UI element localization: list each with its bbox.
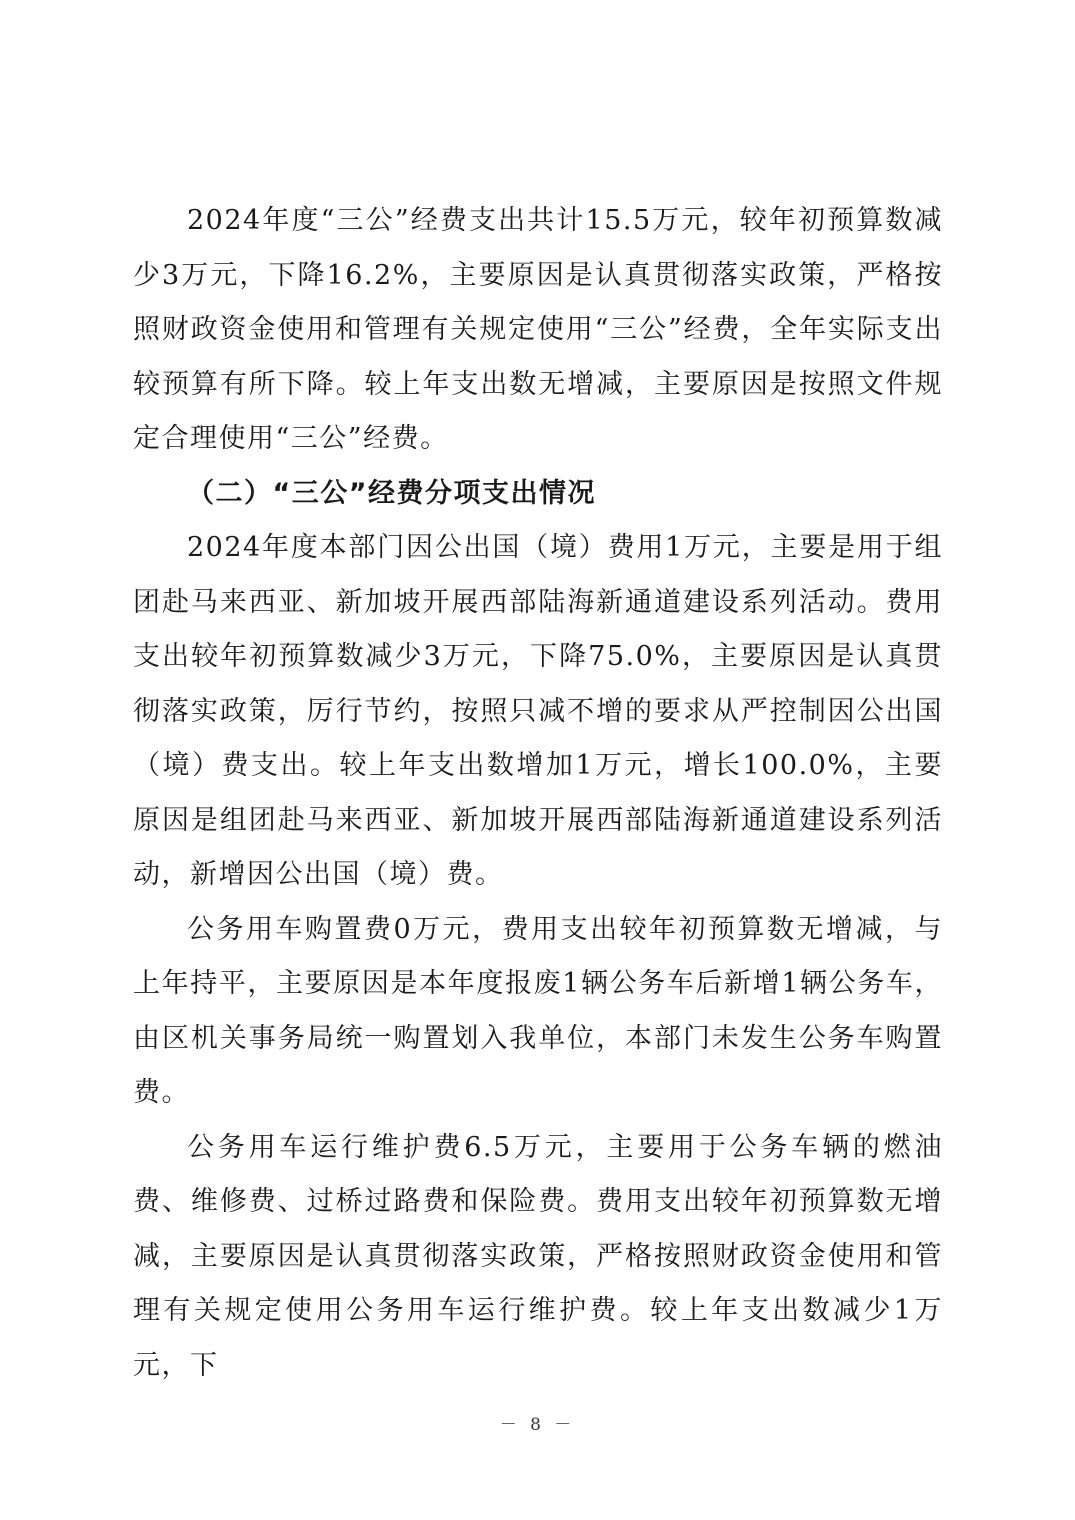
paragraph-total-expenditure: 2024年度“三公”经费支出共计15.5万元，较年初预算数减少3万元，下降16.2%，主要原因是认真贯彻落实政策，严格按照财政资金使用和管理有关规定使用“三公”经费，全年实际支出较预算有所下降。较上年支出数无增减，主要原因是按照文件规定合理使用“三公”经费。 <box>133 205 943 454</box>
paragraph-vehicle-maintenance: 公务用车运行维护费6.5万元，主要用于公务车辆的燃油费、维修费、过桥过路费和保险费。费用支出较年初预算数无增减，主要原因是认真贯彻落实政策，严格按照财政资金使用和管理有关规定使用公务用车运行维护费。较上年支出数减少1万元，下 <box>133 1131 943 1381</box>
document-body <box>133 194 943 1393</box>
page-number: － 8 － <box>499 1415 576 1435</box>
paragraph-vehicle-purchase: 公务用车购置费0万元，费用支出较年初预算数无增减，与上年持平，主要原因是本年度报废1辆公务车后新增1辆公务车，由区机关事务局统一购置划入我单位，本部门未发生公务车购置费。 <box>133 913 943 1108</box>
paragraph-overseas-travel: 2024年度本部门因公出国（境）费用1万元，主要是用于组团赴马来西亚、新加坡开展西部陆海新通道建设系列活动。费用支出较年初预算数减少3万元，下降75.0%，主要原因是认真贯彻落实政策，厉行节约，按照只减不增的要求从严控制因公出国（境）费支出。较上年支出数增加1万元，增长100.0%，主要原因是组团赴马来西亚、新加坡开展西部陆海新通道建设系列活动，新增因公出国（境）费。 <box>133 532 943 890</box>
section-heading: （二）“三公”经费分项支出情况 <box>187 477 596 509</box>
